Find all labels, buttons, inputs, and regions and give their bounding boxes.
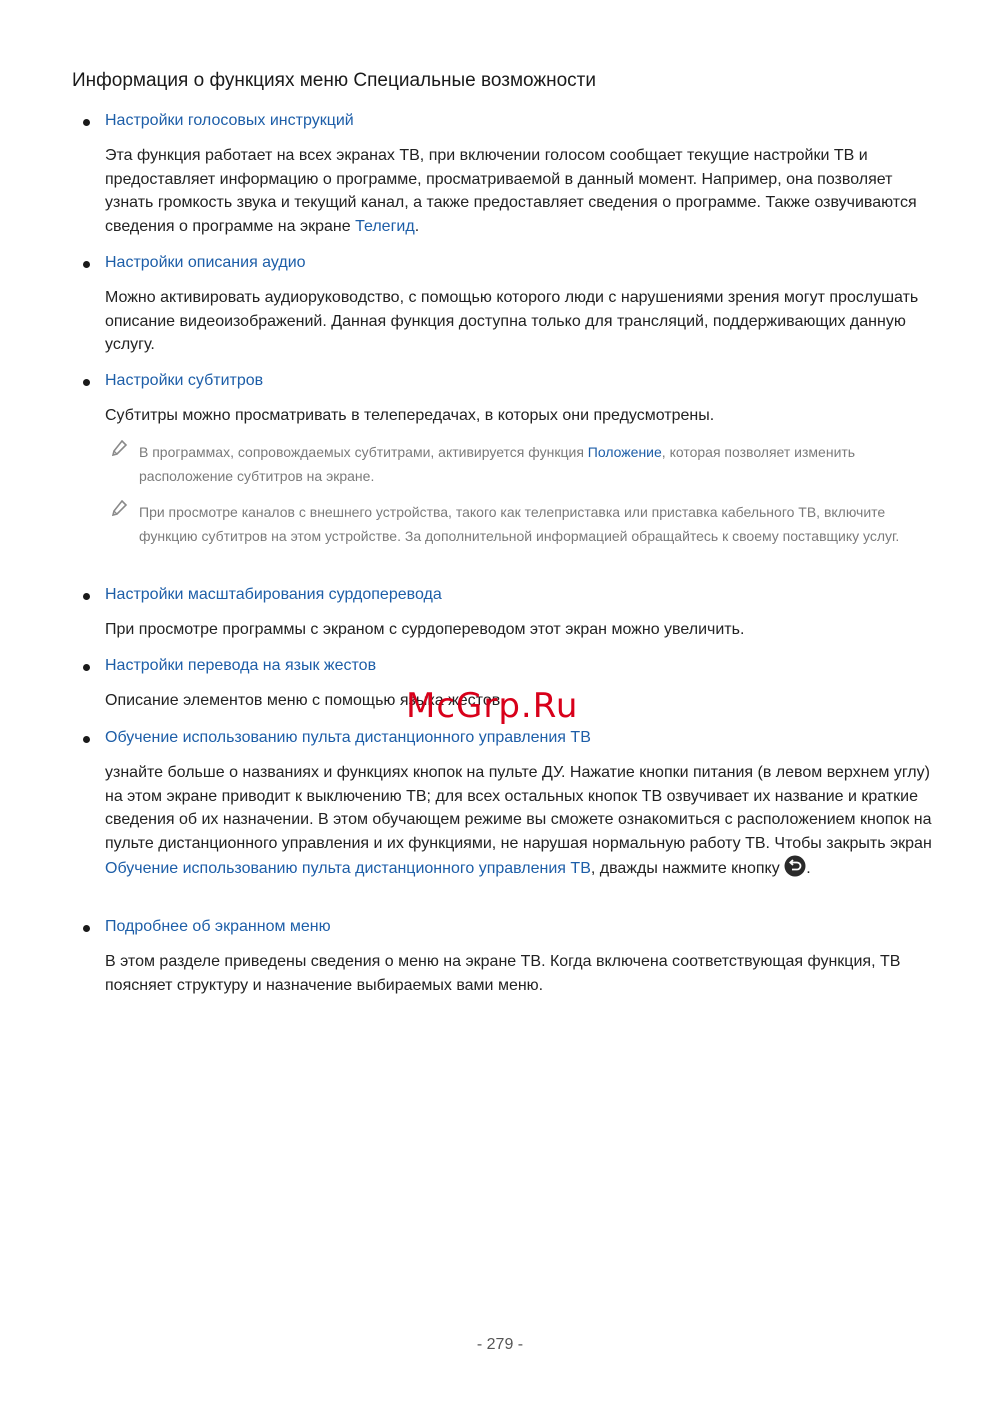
voice-guide-settings-link[interactable]: Настройки голосовых инструкций xyxy=(105,112,354,129)
screen-menu-description: В этом разделе приведены сведения о меню на экране ТВ. Когда включена соответствующая функция, ТВ поясняет структуру и назначение выбираемых вами меню. xyxy=(105,953,901,994)
sign-language-menu-description: Описание элементов меню с помощью языка жестов. xyxy=(105,692,505,709)
subtitle-note-2: При просмотре каналов с внешнего устройства, такого как телеприставка или приставка кабельного ТВ, включите функцию субтитров на этом устройстве. За дополнительной информацией обращайтесь к своему поставщику услуг. xyxy=(72,500,932,548)
bullet-icon xyxy=(83,664,90,671)
subtitle-settings-link[interactable]: Настройки субтитров xyxy=(105,372,264,389)
subtitle-description: Субтитры можно просматривать в телепередачах, в которых они предусмотрены. xyxy=(105,407,715,424)
menu-item-remote-tutorial xyxy=(72,727,932,881)
sign-language-zoom-settings-link[interactable]: Настройки масштабирования сурдоперевода xyxy=(105,586,442,603)
remote-tutorial-inline-link[interactable]: Обучение использованию пульта дистанционного управления ТВ xyxy=(105,860,591,877)
bullet-icon xyxy=(83,261,90,268)
subtitle-note-1: В программах, сопровождаемых субтитрами, активируется функция Положение, которая позволяет изменить расположение субтитров на экране. xyxy=(72,440,932,488)
bullet-icon xyxy=(83,119,90,126)
sign-language-menu-settings-link[interactable]: Настройки перевода на язык жестов xyxy=(105,657,377,674)
menu-item-subtitles xyxy=(72,370,932,548)
bullet-icon xyxy=(83,593,90,600)
position-link[interactable]: Положение xyxy=(587,443,662,460)
audio-description-text: Можно активировать аудиоруководство, с помощью которого люди с нарушениями зрения могут прослушать описание видеоизображений. Данная функция доступна только для трансляций, поддерживающих данную услугу. xyxy=(105,289,919,353)
guide-link[interactable]: Телегид xyxy=(355,217,415,235)
page-title: Информация о функциях меню Специальные возможности xyxy=(72,70,596,91)
watermark: McGrp.Ru xyxy=(406,686,579,726)
pencil-note-icon xyxy=(112,440,128,458)
remote-tutorial-link[interactable]: Обучение использованию пульта дистанционного управления ТВ xyxy=(105,729,591,746)
menu-item-sign-language-zoom xyxy=(72,584,932,642)
sign-language-zoom-description: При просмотре программы с экраном с сурдопереводом этот экран можно увеличить. xyxy=(105,621,745,638)
bullet-icon xyxy=(83,736,90,743)
menu-item-screen-menu xyxy=(72,916,932,997)
screen-menu-info-link[interactable]: Подробнее об экранном меню xyxy=(105,918,331,935)
menu-item-voice-guide xyxy=(72,110,932,238)
page-number: - 279 - xyxy=(476,1336,524,1353)
audio-description-settings-link[interactable]: Настройки описания аудио xyxy=(105,254,306,271)
pencil-note-icon xyxy=(112,500,128,518)
menu-item-audio-description xyxy=(72,252,932,357)
voice-guide-description: Эта функция работает на всех экранах ТВ, при включении голосом сообщает текущие настройки ТВ и предоставляет информацию о программе, просматриваемой в данный момент. Например, она позволяет узнать громкость звука и текущий канал, а также предоставляет сведения о программе. Также озвучиваются сведения о программе на экране Телегид. xyxy=(105,147,917,235)
bullet-icon xyxy=(83,925,90,932)
bullet-icon xyxy=(83,379,90,386)
return-button-icon xyxy=(784,855,806,877)
remote-tutorial-description: узнайте больше о названиях и функциях кнопок на пульте ДУ. Нажатие кнопки питания (в левом верхнем углу) на этом экране приводит к выключению ТВ; для всех остальных кнопок ТВ озвучивает их название и краткие сведения об их назначении. В этом обучающем режиме вы сможете ознакомиться с расположением кнопок на пульте дистанционного управления и их функциями, не нарушая нормальную работу ТВ. Чтобы закрыть экран Обучение использованию пульта дистанционного управления ТВ, дважды нажмите кнопку . xyxy=(105,764,932,877)
